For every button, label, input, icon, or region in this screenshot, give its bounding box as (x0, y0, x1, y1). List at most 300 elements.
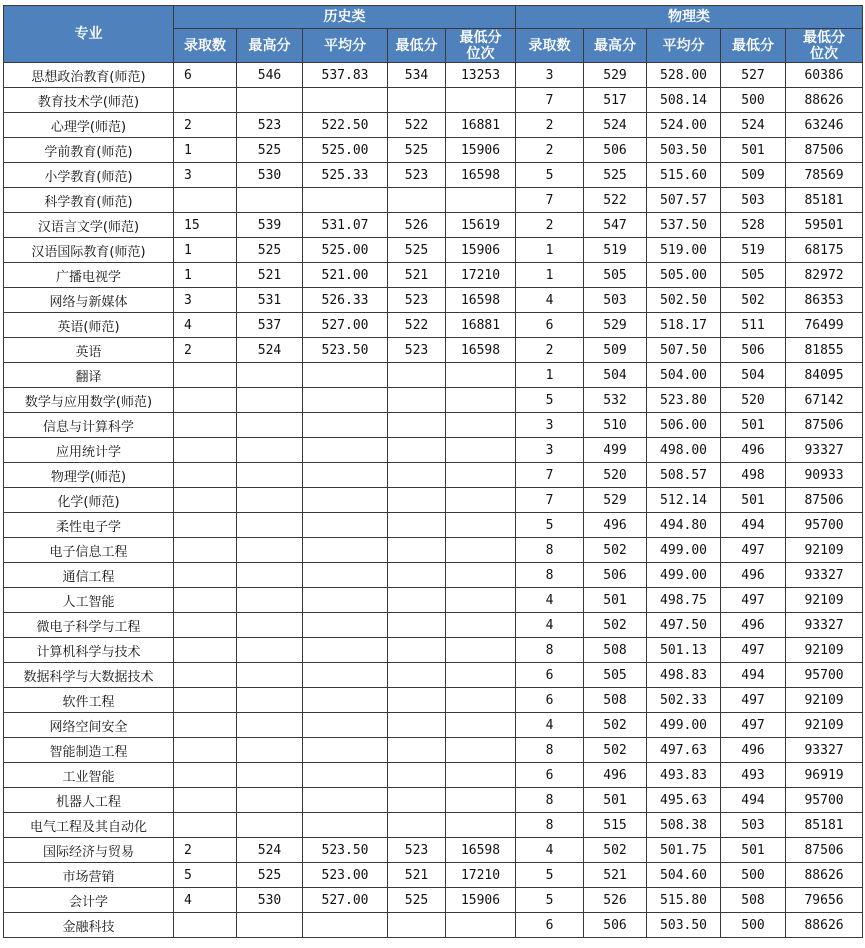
history-admitted-count-cell (174, 913, 237, 938)
physics-avg-score-cell: 523.80 (647, 388, 721, 413)
physics-admitted-count-cell: 6 (516, 688, 584, 713)
physics-min-score-cell: 496 (721, 613, 786, 638)
physics-admitted-count-cell: 5 (516, 888, 584, 913)
physics-max-score-cell: 506 (584, 913, 647, 938)
physics-min-score-cell: 497 (721, 713, 786, 738)
physics-min-score-rank-cell: 59501 (786, 213, 863, 238)
physics-admitted-count-cell: 2 (516, 213, 584, 238)
history-max-score-cell (237, 563, 303, 588)
major-name-cell: 机器人工程 (4, 788, 174, 813)
major-name-cell: 网络与新媒体 (4, 288, 174, 313)
physics-min-score-rank-cell: 81855 (786, 338, 863, 363)
physics-avg-score-cell: 504.60 (647, 863, 721, 888)
history-admitted-count-cell (174, 738, 237, 763)
history-avg-score-cell: 526.33 (303, 288, 388, 313)
physics-max-score-cell: 502 (584, 838, 647, 863)
physics-admitted-count-cell: 6 (516, 913, 584, 938)
history-avg-score-cell (303, 613, 388, 638)
history-admitted-count-cell (174, 638, 237, 663)
history-min-score-rank-cell: 16598 (446, 838, 516, 863)
history-min-score-rank-cell (446, 763, 516, 788)
physics-admitted-count-cell: 6 (516, 313, 584, 338)
history-admitted-count-cell: 5 (174, 863, 237, 888)
history-avg-score-cell (303, 688, 388, 713)
physics-min-score-rank-cell: 60386 (786, 63, 863, 88)
physics-min-score-cell: 503 (721, 813, 786, 838)
history-min-score-cell: 534 (388, 63, 446, 88)
physics-admitted-count-cell: 6 (516, 763, 584, 788)
major-name-cell: 计算机科学与技术 (4, 638, 174, 663)
physics-min-score-cell: 501 (721, 838, 786, 863)
history-max-score-cell (237, 188, 303, 213)
major-name-cell: 信息与计算科学 (4, 413, 174, 438)
history-min-score-cell (388, 738, 446, 763)
physics-min-score-cell: 497 (721, 688, 786, 713)
history-max-score-cell (237, 88, 303, 113)
physics-avg-score-cell: 499.00 (647, 538, 721, 563)
physics-admitted-count-cell: 5 (516, 388, 584, 413)
physics-max-score-cell: 506 (584, 563, 647, 588)
physics-avg-score-cell: 508.57 (647, 463, 721, 488)
physics-min-score-rank-cell: 92109 (786, 713, 863, 738)
history-min-score-cell (388, 363, 446, 388)
physics-admitted-count-cell: 1 (516, 263, 584, 288)
history-min-score-rank-cell (446, 513, 516, 538)
major-name-cell: 化学(师范) (4, 488, 174, 513)
physics-admitted-count-cell: 7 (516, 188, 584, 213)
physics-min-score-cell: 506 (721, 338, 786, 363)
major-name-cell: 智能制造工程 (4, 738, 174, 763)
physics-admitted-count-cell: 4 (516, 613, 584, 638)
table-row (4, 638, 863, 663)
physics-min-score-cell: 494 (721, 513, 786, 538)
physics-min-score-rank-cell: 78569 (786, 163, 863, 188)
history-max-score-cell (237, 613, 303, 638)
history-col-avg-score: 平均分 (303, 29, 388, 63)
physics-min-score-rank-cell: 79656 (786, 888, 863, 913)
history-min-score-cell: 522 (388, 113, 446, 138)
major-name-cell: 物理学(师范) (4, 463, 174, 488)
history-max-score-cell: 546 (237, 63, 303, 88)
major-name-cell: 英语(师范) (4, 313, 174, 338)
history-max-score-cell: 525 (237, 238, 303, 263)
major-name-cell: 微电子科学与工程 (4, 613, 174, 638)
history-min-score-cell: 525 (388, 238, 446, 263)
table-row (4, 63, 863, 88)
table-row (4, 213, 863, 238)
physics-admitted-count-cell: 5 (516, 163, 584, 188)
history-min-score-rank-cell (446, 638, 516, 663)
table-row (4, 288, 863, 313)
physics-avg-score-cell: 506.00 (647, 413, 721, 438)
physics-admitted-count-cell: 8 (516, 813, 584, 838)
history-max-score-cell: 523 (237, 113, 303, 138)
history-max-score-cell (237, 738, 303, 763)
history-min-score-cell: 523 (388, 338, 446, 363)
physics-max-score-cell: 499 (584, 438, 647, 463)
physics-max-score-cell: 517 (584, 88, 647, 113)
physics-min-score-cell: 508 (721, 888, 786, 913)
history-max-score-cell (237, 363, 303, 388)
history-min-score-cell (388, 763, 446, 788)
physics-min-score-cell: 528 (721, 213, 786, 238)
major-name-cell: 国际经济与贸易 (4, 838, 174, 863)
table-row (4, 163, 863, 188)
physics-admitted-count-cell: 8 (516, 738, 584, 763)
history-min-score-cell: 526 (388, 213, 446, 238)
physics-max-score-cell: 509 (584, 338, 647, 363)
history-avg-score-cell (303, 463, 388, 488)
history-min-score-cell (388, 588, 446, 613)
physics-min-score-rank-cell: 92109 (786, 538, 863, 563)
history-avg-score-cell (303, 588, 388, 613)
table-row (4, 313, 863, 338)
history-max-score-cell (237, 513, 303, 538)
physics-admitted-count-cell: 5 (516, 513, 584, 538)
history-min-score-cell (388, 813, 446, 838)
major-name-cell: 学前教育(师范) (4, 138, 174, 163)
physics-max-score-cell: 520 (584, 463, 647, 488)
table-row (4, 488, 863, 513)
physics-min-score-cell: 493 (721, 763, 786, 788)
history-min-score-cell (388, 463, 446, 488)
history-min-score-rank-cell (446, 788, 516, 813)
physics-admitted-count-cell: 7 (516, 88, 584, 113)
history-min-score-cell: 523 (388, 838, 446, 863)
history-admitted-count-cell (174, 363, 237, 388)
physics-avg-score-cell: 498.75 (647, 588, 721, 613)
physics-min-score-rank-cell: 92109 (786, 588, 863, 613)
physics-admitted-count-cell: 2 (516, 113, 584, 138)
physics-min-score-rank-cell: 85181 (786, 813, 863, 838)
history-min-score-rank-cell: 16598 (446, 338, 516, 363)
history-max-score-cell (237, 588, 303, 613)
history-admitted-count-cell (174, 713, 237, 738)
table-row (4, 463, 863, 488)
table-row (4, 838, 863, 863)
physics-avg-score-cell: 524.00 (647, 113, 721, 138)
history-min-score-rank-cell (446, 388, 516, 413)
major-name-cell: 市场营销 (4, 863, 174, 888)
history-min-score-cell (388, 513, 446, 538)
history-avg-score-cell (303, 788, 388, 813)
physics-admitted-count-cell: 4 (516, 713, 584, 738)
history-max-score-cell: 539 (237, 213, 303, 238)
physics-min-score-cell: 494 (721, 788, 786, 813)
history-min-score-cell (388, 663, 446, 688)
physics-avg-score-cell: 498.83 (647, 663, 721, 688)
history-max-score-cell: 525 (237, 138, 303, 163)
physics-admitted-count-cell: 4 (516, 838, 584, 863)
table-row (4, 188, 863, 213)
physics-avg-score-cell: 512.14 (647, 488, 721, 513)
physics-max-score-cell: 547 (584, 213, 647, 238)
history-min-score-cell: 522 (388, 313, 446, 338)
table-row (4, 138, 863, 163)
table-row (4, 663, 863, 688)
major-name-cell: 思想政治教育(师范) (4, 63, 174, 88)
history-max-score-cell: 537 (237, 313, 303, 338)
history-max-score-cell (237, 813, 303, 838)
physics-avg-score-cell: 528.00 (647, 63, 721, 88)
physics-max-score-cell: 525 (584, 163, 647, 188)
physics-max-score-cell: 524 (584, 113, 647, 138)
physics-min-score-cell: 494 (721, 663, 786, 688)
history-max-score-cell (237, 538, 303, 563)
physics-max-score-cell: 522 (584, 188, 647, 213)
history-min-score-rank-cell (446, 588, 516, 613)
history-min-score-cell: 523 (388, 163, 446, 188)
physics-max-score-cell: 506 (584, 138, 647, 163)
major-header: 专业 (4, 6, 174, 63)
physics-min-score-rank-cell: 93327 (786, 563, 863, 588)
history-admitted-count-cell: 2 (174, 838, 237, 863)
history-min-score-rank-cell (446, 813, 516, 838)
admission-scores-table (3, 5, 863, 938)
history-avg-score-cell (303, 513, 388, 538)
physics-max-score-cell: 502 (584, 613, 647, 638)
history-min-score-rank-cell (446, 438, 516, 463)
physics-avg-score-cell: 494.80 (647, 513, 721, 538)
physics-min-score-cell: 497 (721, 588, 786, 613)
table-row (4, 538, 863, 563)
physics-avg-score-cell: 501.13 (647, 638, 721, 663)
history-max-score-cell (237, 413, 303, 438)
physics-max-score-cell: 505 (584, 263, 647, 288)
physics-max-score-cell: 502 (584, 713, 647, 738)
physics-max-score-cell: 502 (584, 738, 647, 763)
major-name-cell: 金融科技 (4, 913, 174, 938)
physics-admitted-count-cell: 1 (516, 238, 584, 263)
history-min-score-cell (388, 713, 446, 738)
physics-min-score-cell: 504 (721, 363, 786, 388)
physics-admitted-count-cell: 2 (516, 138, 584, 163)
history-max-score-cell: 531 (237, 288, 303, 313)
physics-avg-score-cell: 507.57 (647, 188, 721, 213)
history-avg-score-cell: 522.50 (303, 113, 388, 138)
physics-admitted-count-cell: 8 (516, 638, 584, 663)
physics-min-score-cell: 524 (721, 113, 786, 138)
major-name-cell: 柔性电子学 (4, 513, 174, 538)
history-min-score-rank-cell (446, 563, 516, 588)
physics-avg-score-cell: 499.00 (647, 713, 721, 738)
physics-min-score-rank-cell: 63246 (786, 113, 863, 138)
history-min-score-rank-cell: 16881 (446, 313, 516, 338)
history-max-score-cell: 521 (237, 263, 303, 288)
history-avg-score-cell: 523.50 (303, 338, 388, 363)
major-name-cell: 小学教育(师范) (4, 163, 174, 188)
history-admitted-count-cell: 1 (174, 238, 237, 263)
table-row (4, 813, 863, 838)
table-row (4, 588, 863, 613)
history-admitted-count-cell (174, 388, 237, 413)
physics-admitted-count-cell: 2 (516, 338, 584, 363)
history-max-score-cell: 524 (237, 838, 303, 863)
major-name-cell: 科学教育(师范) (4, 188, 174, 213)
history-min-score-cell: 521 (388, 263, 446, 288)
major-name-cell: 网络空间安全 (4, 713, 174, 738)
physics-avg-score-cell: 501.75 (647, 838, 721, 863)
history-max-score-cell (237, 463, 303, 488)
physics-avg-score-cell: 498.00 (647, 438, 721, 463)
major-name-cell: 数学与应用数学(师范) (4, 388, 174, 413)
history-max-score-cell: 530 (237, 888, 303, 913)
physics-min-score-cell: 501 (721, 138, 786, 163)
physics-col-min-score: 最低分 (721, 29, 786, 63)
history-admitted-count-cell (174, 763, 237, 788)
history-min-score-rank-cell (446, 613, 516, 638)
history-admitted-count-cell (174, 438, 237, 463)
physics-min-score-rank-cell: 95700 (786, 788, 863, 813)
history-max-score-cell (237, 438, 303, 463)
physics-min-score-rank-cell: 87506 (786, 138, 863, 163)
table-row (4, 888, 863, 913)
physics-col-avg-score: 平均分 (647, 29, 721, 63)
physics-min-score-cell: 500 (721, 88, 786, 113)
history-min-score-cell (388, 913, 446, 938)
physics-min-score-rank-cell: 95700 (786, 663, 863, 688)
history-admitted-count-cell (174, 513, 237, 538)
history-admitted-count-cell: 1 (174, 263, 237, 288)
history-min-score-cell (388, 188, 446, 213)
physics-min-score-rank-cell: 88626 (786, 88, 863, 113)
physics-min-score-rank-cell: 67142 (786, 388, 863, 413)
history-admitted-count-cell: 4 (174, 313, 237, 338)
physics-avg-score-cell: 515.60 (647, 163, 721, 188)
physics-min-score-rank-cell: 88626 (786, 913, 863, 938)
history-admitted-count-cell (174, 538, 237, 563)
history-min-score-rank-cell (446, 413, 516, 438)
major-name-cell: 广播电视学 (4, 263, 174, 288)
physics-max-score-cell: 505 (584, 663, 647, 688)
history-avg-score-cell: 527.00 (303, 313, 388, 338)
physics-min-score-rank-cell: 68175 (786, 238, 863, 263)
history-min-score-rank-cell (446, 663, 516, 688)
physics-avg-score-cell: 515.80 (647, 888, 721, 913)
history-admitted-count-cell: 3 (174, 288, 237, 313)
physics-min-score-cell: 502 (721, 288, 786, 313)
history-admitted-count-cell (174, 813, 237, 838)
history-min-score-cell (388, 563, 446, 588)
table-row (4, 788, 863, 813)
history-avg-score-cell (303, 738, 388, 763)
history-max-score-cell (237, 913, 303, 938)
history-admitted-count-cell: 1 (174, 138, 237, 163)
major-name-cell: 应用统计学 (4, 438, 174, 463)
physics-avg-score-cell: 502.50 (647, 288, 721, 313)
history-max-score-cell (237, 713, 303, 738)
history-min-score-cell (388, 613, 446, 638)
physics-min-score-rank-cell: 87506 (786, 838, 863, 863)
history-min-score-cell (388, 638, 446, 663)
physics-min-score-cell: 509 (721, 163, 786, 188)
history-admitted-count-cell (174, 488, 237, 513)
physics-min-score-cell: 500 (721, 863, 786, 888)
physics-min-score-cell: 511 (721, 313, 786, 338)
history-min-score-rank-cell: 16881 (446, 113, 516, 138)
table-row (4, 513, 863, 538)
history-min-score-cell (388, 788, 446, 813)
table-row (4, 338, 863, 363)
physics-max-score-cell: 496 (584, 513, 647, 538)
history-min-score-rank-cell: 15906 (446, 138, 516, 163)
history-min-score-rank-cell: 15906 (446, 238, 516, 263)
physics-admitted-count-cell: 7 (516, 488, 584, 513)
major-name-cell: 会计学 (4, 888, 174, 913)
physics-min-score-rank-cell: 86353 (786, 288, 863, 313)
physics-avg-score-cell: 504.00 (647, 363, 721, 388)
history-admitted-count-cell (174, 663, 237, 688)
history-min-score-rank-cell: 17210 (446, 863, 516, 888)
history-max-score-cell (237, 763, 303, 788)
history-avg-score-cell (303, 663, 388, 688)
history-admitted-count-cell: 6 (174, 63, 237, 88)
history-avg-score-cell (303, 563, 388, 588)
physics-admitted-count-cell: 7 (516, 463, 584, 488)
physics-avg-score-cell: 505.00 (647, 263, 721, 288)
physics-min-score-rank-cell: 93327 (786, 738, 863, 763)
history-min-score-rank-cell: 16598 (446, 288, 516, 313)
physics-col-min-score-rank: 最低分 位次 (786, 29, 863, 63)
history-col-min-score-rank: 最低分 位次 (446, 29, 516, 63)
physics-min-score-cell: 527 (721, 63, 786, 88)
physics-min-score-cell: 496 (721, 438, 786, 463)
physics-min-score-rank-cell: 87506 (786, 413, 863, 438)
history-avg-score-cell: 531.07 (303, 213, 388, 238)
table-row (4, 88, 863, 113)
history-avg-score-cell (303, 538, 388, 563)
physics-avg-score-cell: 497.50 (647, 613, 721, 638)
table-row (4, 113, 863, 138)
physics-admitted-count-cell: 8 (516, 563, 584, 588)
history-avg-score-cell (303, 88, 388, 113)
history-avg-score-cell: 527.00 (303, 888, 388, 913)
table-row (4, 688, 863, 713)
physics-min-score-cell: 505 (721, 263, 786, 288)
history-col-min-score: 最低分 (388, 29, 446, 63)
history-min-score-rank-cell (446, 363, 516, 388)
physics-col-admitted-count: 录取数 (516, 29, 584, 63)
history-max-score-cell: 524 (237, 338, 303, 363)
history-min-score-rank-cell (446, 713, 516, 738)
table-row (4, 363, 863, 388)
history-min-score-cell: 525 (388, 138, 446, 163)
physics-admitted-count-cell: 4 (516, 588, 584, 613)
history-col-max-score: 最高分 (237, 29, 303, 63)
history-avg-score-cell (303, 913, 388, 938)
history-min-score-rank-cell: 17210 (446, 263, 516, 288)
history-admitted-count-cell (174, 463, 237, 488)
physics-admitted-count-cell: 5 (516, 863, 584, 888)
physics-avg-score-cell: 508.38 (647, 813, 721, 838)
history-admitted-count-cell (174, 613, 237, 638)
history-avg-score-cell (303, 813, 388, 838)
physics-avg-score-cell: 537.50 (647, 213, 721, 238)
physics-min-score-rank-cell: 93327 (786, 613, 863, 638)
history-avg-score-cell: 521.00 (303, 263, 388, 288)
history-min-score-cell (388, 88, 446, 113)
table-row (4, 388, 863, 413)
major-name-cell: 电子信息工程 (4, 538, 174, 563)
history-min-score-rank-cell (446, 688, 516, 713)
history-min-score-cell: 523 (388, 288, 446, 313)
history-min-score-rank-cell (446, 738, 516, 763)
history-avg-score-cell (303, 488, 388, 513)
physics-admitted-count-cell: 1 (516, 363, 584, 388)
physics-max-score-cell: 496 (584, 763, 647, 788)
physics-min-score-rank-cell: 76499 (786, 313, 863, 338)
table-row (4, 738, 863, 763)
